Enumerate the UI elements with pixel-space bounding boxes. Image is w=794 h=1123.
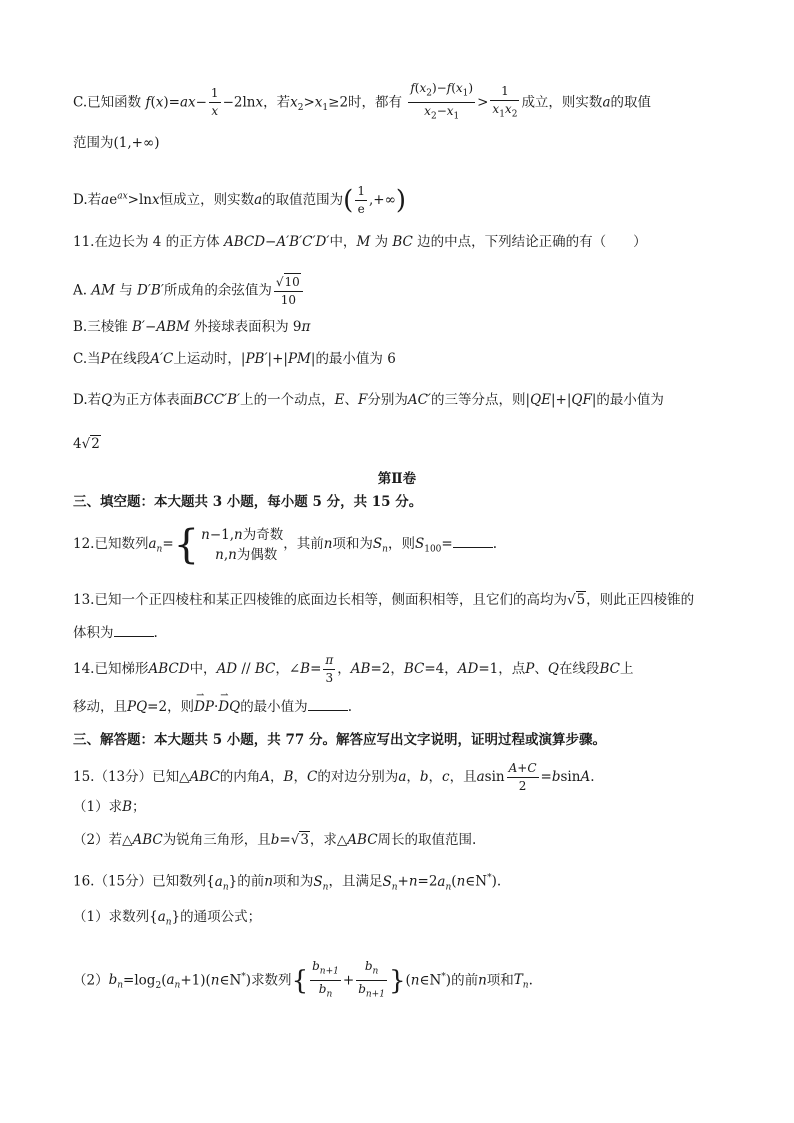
option-d: D.若$ae^{ax}>\ln x$恒成立，则实数a的取值范围为( $\frac{1}{e}$ ,+∞)	[73, 184, 406, 216]
question-16-part1: （1）求数列$\{a_n\}$的通项公式；	[73, 909, 262, 928]
question-16-part2: $(2)b_n=\log_2(a_n+1)(n\in N^*)$求数列{ $\frac{b_{n+1}}{b_n}$ + $\frac{b_n}{b_{n+1}}$ }(n∈N*)的前n项和$T_n$.	[73, 959, 533, 1000]
question-14-line1: 14.已知梯形ABCD中，AD // BC，∠B= $\frac{\pi}{3}$ ，AB=2，BC=4，AD=1，点P、Q在线段BC上	[73, 653, 634, 685]
option-c-line1: C.已知函数 f(x)=ax− $\frac{1}{x}$ −2lnx，若$x_2>x_1\ge 2$时，都有 $\frac{f(x_2)-f(x_1)}{x_2-x_1}$ > $\frac{1}{x_1x_2}$ 成立，则实数a的取值	[73, 81, 651, 122]
question-12: 12.已知数列$a_n=${ n−1,n为奇数 n,n为偶数 ，其前n项和为$S_n$，则$S_{100}=$ .	[73, 521, 498, 568]
question-14-line2: 移动，且PQ=2，则⇀ DP·⇀ DQ的最小值为 .	[73, 697, 734, 717]
option-11d: D.若Q为正方体表面BCC′B′上的一个动点，E、F分别为AC′的三等分点，则|QE|+|QF|的最小值为	[73, 392, 664, 408]
question-13-line1: 13.已知一个正四棱柱和某正四棱锥的底面边长相等，侧面积相等，且它们的高均为√5，则此正四棱锥的	[73, 592, 695, 608]
option-11d-cont: 4√2	[73, 436, 100, 452]
option-c-line2: 范围为(1,+∞)	[73, 135, 160, 151]
option-11b: B.三棱锥 B′−ABM 外接球表面积为 9π	[73, 319, 311, 335]
question-15-part1: （1）求B；	[73, 799, 146, 815]
question-15-part2: （2）若△ABC为锐角三角形，且b=√3，求△ABC周长的取值范围.	[73, 832, 477, 848]
question-16: 16.（15分）已知数列$\{a_n\}$的前n项和为$S_n$，且满足$S_n+n=2a_n(n\in N^*)$.	[73, 873, 502, 893]
question-11: 11.在边长为 4 的正方体 ABCD−A′B′C′D′中，M 为 BC 边的中点，下列结论正确的有（ ）	[73, 234, 647, 250]
option-11c: C.当P在线段A′C上运动时，|PB′|+|PM|的最小值为 6	[73, 351, 396, 367]
part-2-title: 第Ⅱ卷	[377, 471, 417, 487]
option-11a: A. AM 与 D′B′所成角的余弦值为 $\frac{√10}{10}$	[73, 273, 734, 309]
question-13-line2: 体积为 .	[73, 625, 158, 641]
question-15: 15.（13分）已知△ABC的内角A，B，C的对边分别为a，b，c，且asin $\frac{A+C}{2}$ =bsinA.	[73, 761, 595, 793]
section-3-title: 三、填空题：本大题共 3 小题，每小题 5 分，共 15 分。	[73, 494, 423, 510]
section-4-title: 三、解答题：本大题共 5 小题，共 77 分。解答应写出文字说明，证明过程或演算步骤。	[73, 732, 606, 748]
